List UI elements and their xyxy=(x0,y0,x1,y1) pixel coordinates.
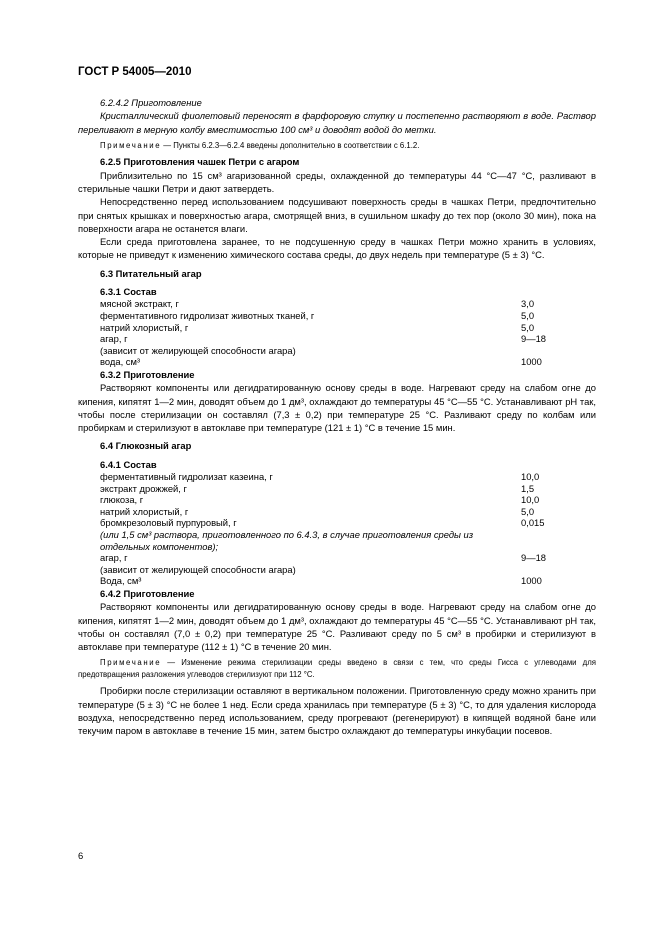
composition-row xyxy=(78,345,520,357)
section-6-2-5-heading: 6.2.5 Приготовления чашек Петри с агаром xyxy=(100,156,300,168)
note-2-lead: Примечание xyxy=(100,658,162,668)
ingredient-amount: 9—18 xyxy=(521,333,547,345)
ingredient-name: агар, г xyxy=(100,333,128,345)
composition-row xyxy=(78,356,542,368)
composition-row xyxy=(78,321,535,334)
ingredient-amount: 5,0 xyxy=(521,309,535,321)
section-6-4-1-heading: 6.4.1 Состав xyxy=(100,458,157,470)
ingredient-amount: 10,0 xyxy=(521,471,540,482)
ingredient-name: (зависит от желирующей способности агара) xyxy=(100,344,296,356)
composition-row xyxy=(78,309,535,322)
note-2 xyxy=(78,657,596,680)
ingredient-name: вода, см³ xyxy=(100,356,141,368)
ingredient-name: экстракт дрожжей, г xyxy=(100,482,187,494)
note-1 xyxy=(78,140,596,152)
ingredient-name: натрий хлористый, г xyxy=(100,321,189,333)
section-6-4-2-after-text: Пробирки после стерилизации оставляют в вертикальном положении. Приготовленную среду можно хранить при температуре (5 ± 3) °С не более 1 нед. Если среда хранилась при температуре (5 ± 3) °С, то для удаления кислорода воздуха, непосредственно перед использованием, среду прогревают (регенерируют) в кипящей водяной бане или текучим паром в автоклаве в течение 15 мин, затем быстро охлаждают до температуры инкубации посевов. xyxy=(78,685,596,737)
composition-row xyxy=(78,505,535,518)
composition-row xyxy=(78,564,520,576)
ingredient-name: ферментативного гидролизат животных тканей, г xyxy=(100,309,315,321)
composition-row xyxy=(78,494,540,506)
composition-row xyxy=(78,298,535,310)
ingredient-amount: 1000 xyxy=(521,575,542,587)
ingredient-amount: 3,0 xyxy=(521,298,535,310)
ingredient-amount: 10,0 xyxy=(521,494,540,506)
ingredient-amount: 5,0 xyxy=(521,505,535,517)
note-2-text: — Изменение режима стерилизации среды введено в связи с тем, что среды Гисса с углеводами для предотвращения разложения углеводов стерилизуют при 112 °С. xyxy=(78,658,596,679)
ingredient-name: мясной экстракт, г xyxy=(100,298,179,310)
composition-list-6-3 xyxy=(78,298,596,368)
ingredient-name: бромкрезоловый пурпуровый, г xyxy=(100,517,237,529)
section-6-3-heading: 6.3 Питательный агар xyxy=(100,267,202,279)
ingredient-amount: 9—18 xyxy=(521,552,547,564)
ingredient-amount: 5,0 xyxy=(521,321,535,333)
ingredient-amount: 1,5 xyxy=(521,482,535,494)
composition-row xyxy=(78,333,547,345)
section-6-4-heading: 6.4 Глюкозный агар xyxy=(100,440,192,452)
ingredient-name: ферментативный гидролизат казеина, г xyxy=(100,471,273,482)
composition-row xyxy=(78,529,520,552)
note-1-text: — Пункты 6.2.3—6.2.4 введены дополнительно в соответствии с 6.1.2. xyxy=(161,140,420,150)
ingredient-amount: 0,015 xyxy=(521,517,545,529)
ingredient-name: (зависит от желирующей способности агара) xyxy=(100,563,296,575)
section-6-2-4-2-text: Кристаллический фиолетовый переносят в фарфоровую ступку и постепенно растворяют в воде. Раствор переливают в мерную колбу вместимостью 100 см³ и доводят водой до метки. xyxy=(78,110,596,135)
page-number: 6 xyxy=(78,850,84,861)
composition-row xyxy=(78,552,547,564)
composition-row xyxy=(78,575,542,587)
ingredient-name: агар, г xyxy=(100,552,128,564)
section-6-3-2-heading: 6.3.2 Приготовление xyxy=(100,368,195,380)
section-6-2-4-2-heading: 6.2.4.2 Приготовление xyxy=(100,97,202,108)
composition-row xyxy=(78,471,540,483)
section-6-2-5-paragraph-3: Если среда приготовлена заранее, то не подсушенную среду в чашках Петри можно хранить в условиях, которые не приведут к изменению химического состава среды, до двух недель при температуре (5 ± 3) °С. xyxy=(78,236,596,261)
ingredient-name: натрий хлористый, г xyxy=(100,505,189,517)
section-6-2-5-paragraph-1: Приблизительно по 15 см³ агаризованной среды, охлажденной до температуры 44 °С—47 °С, разливают в стерильные чашки Петри и дают затвердеть. xyxy=(78,169,596,194)
composition-row xyxy=(78,517,545,529)
section-6-4-2-heading: 6.4.2 Приготовление xyxy=(100,587,195,599)
ingredient-name: глюкоза, г xyxy=(100,494,144,506)
ingredient-name: Вода, см³ xyxy=(100,575,142,587)
section-6-2-5-paragraph-2: Непосредственно перед использованием подсушивают поверхность среды в чашках Петри, предпочтительно при снятых крышках и поверхностью агара, смотрящей вниз, в сушильном шкафу до тех пор (около 30 мин), пока на поверхности агара не останется влаги. xyxy=(78,196,596,234)
section-6-3-1-heading: 6.3.1 Состав xyxy=(100,286,157,298)
note-1-lead: Примечание xyxy=(100,140,162,150)
section-6-3-2-text: Растворяют компоненты или дегидратированную основу среды в воде. Нагревают среду на слабом огне до кипения, кипятят 1—2 мин, доводят объем до 1 дм³, охлаждают до температуры 45 °С—55 °С. Устанавливают рН так, чтобы после стерилизации он составлял (7,3 ± 0,2) при температуре 25 °С. Разливают среду по колбам или пробиркам и стерилизуют в автоклаве при температуре (121 ± 1) °С в течение 15 мин. xyxy=(78,382,596,434)
ingredient-amount: 1000 xyxy=(521,356,542,368)
composition-list-6-4 xyxy=(78,471,596,587)
ingredient-name: (или 1,5 см³ раствора, приготовленного по 6.4.3, в случае приготовления среды из отдельных компонентов); xyxy=(100,528,474,552)
standard-header: ГОСТ Р 54005—2010 xyxy=(78,66,192,78)
page-content xyxy=(78,96,596,738)
composition-row xyxy=(78,482,535,495)
section-6-4-2-text: Растворяют компоненты или дегидратированную основу среды в воде. Нагревают среду на слабом огне до кипения, кипятят 1—2 мин, доводят объем до 1 дм³, охлаждают до температуры 45 °С—55 °С. Устанавливают рН так, чтобы он составлял (7,0 ± 0,2) при температуре 25 °С. Разливают среду по 5 см³ в пробирки и стерилизуют в автоклаве при температуре (112 ± 1) °С в течение 20 мин. xyxy=(78,601,596,653)
